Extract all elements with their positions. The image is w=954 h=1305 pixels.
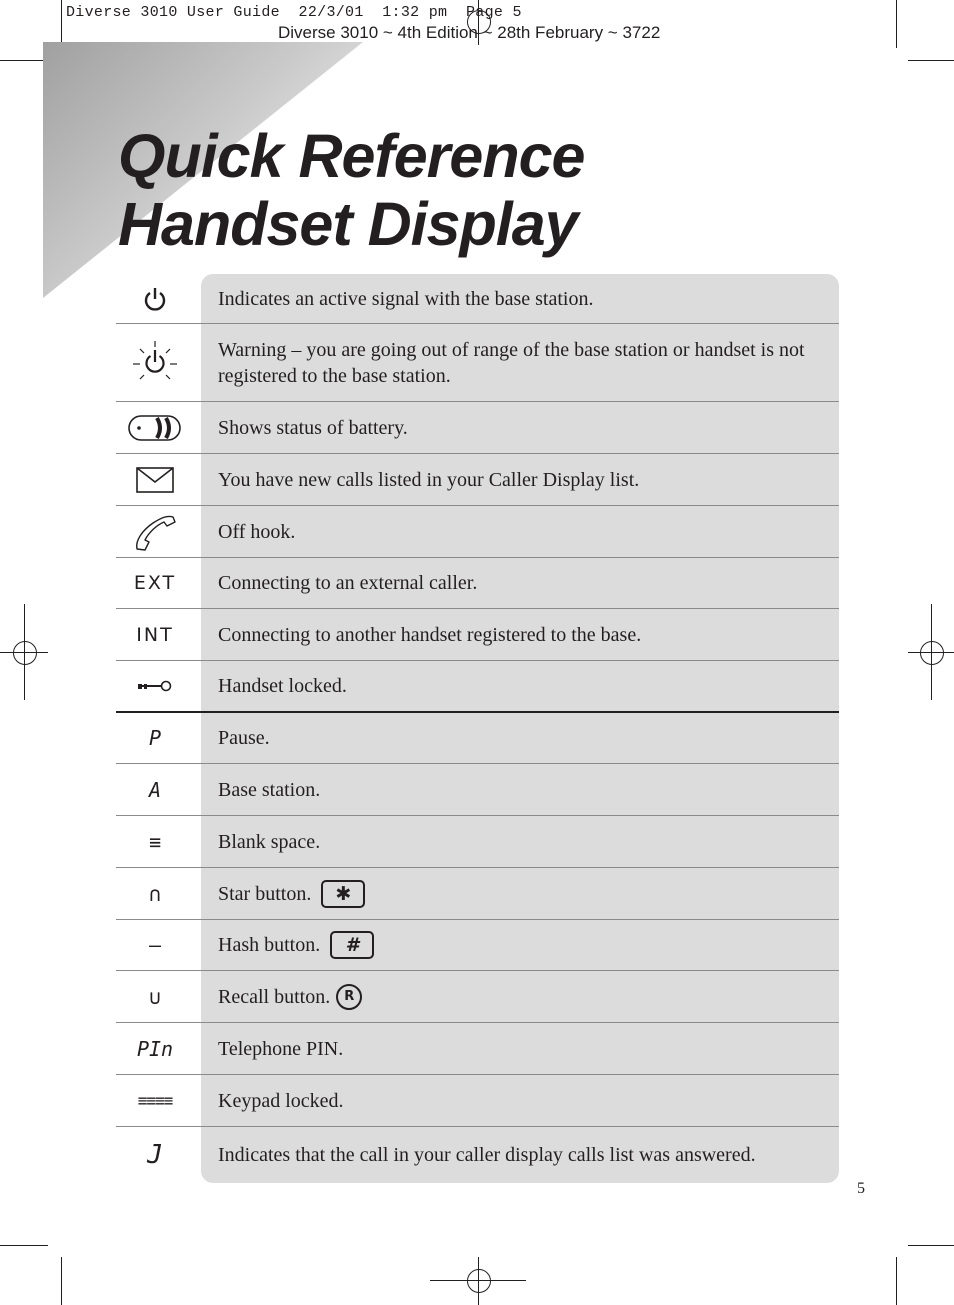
row-description: Base station. — [218, 778, 321, 801]
row-description: Indicates an active signal with the base station. — [218, 287, 594, 310]
row-description-text: Hash button. — [218, 934, 321, 956]
row-description — [218, 971, 809, 1022]
table-row — [116, 1023, 839, 1075]
row-description-text: Star button. — [218, 882, 312, 905]
page-title-line1: Quick Reference — [118, 122, 585, 190]
row-description: Connecting to another handset registered to the base. — [218, 623, 642, 646]
table-row — [116, 402, 839, 454]
table-row — [116, 1075, 839, 1127]
table-row — [116, 1127, 839, 1183]
pin-lcd-icon — [116, 1023, 194, 1074]
table-row — [116, 868, 839, 920]
pause-lcd-glyph: P — [148, 726, 162, 750]
flashing-signal-icon — [116, 324, 194, 401]
table-row — [116, 764, 839, 816]
recall-lcd-icon — [116, 971, 194, 1022]
table-row — [116, 506, 839, 558]
recall-lcd-glyph: ∪ — [148, 984, 162, 1009]
answered-lcd-glyph: J — [147, 1140, 163, 1170]
table-row — [116, 609, 839, 661]
page-title-line2: Handset Display — [118, 190, 578, 258]
table-row — [116, 454, 839, 506]
row-description: Telephone PIN. — [218, 1037, 344, 1060]
pause-lcd-icon — [116, 713, 194, 763]
keypad-locked-lcd-glyph: ≡≡≡≡ — [137, 1091, 173, 1110]
table-row — [116, 713, 839, 764]
table-row — [116, 816, 839, 868]
int-indicator — [116, 609, 194, 660]
hash-button-icon: # — [330, 931, 374, 959]
table-row — [116, 558, 839, 609]
row-description: Warning – you are going out of range of the base station or handset is not registered to the base station. — [218, 338, 805, 387]
star-lcd-icon — [116, 868, 194, 919]
row-description — [218, 920, 809, 970]
envelope-icon — [116, 454, 194, 505]
hash-lcd-icon — [116, 920, 194, 970]
answered-lcd-icon — [116, 1127, 194, 1183]
blank-space-lcd-glyph: ≡ — [148, 829, 162, 854]
table-row — [116, 274, 839, 324]
row-description-text: Recall button. — [218, 985, 331, 1008]
ext-indicator — [116, 558, 194, 608]
table-row — [116, 324, 839, 402]
table-row — [116, 971, 839, 1023]
row-description: Off hook. — [218, 520, 296, 543]
page-title — [118, 122, 584, 258]
ext-label: EXT — [133, 572, 177, 594]
row-description: Shows status of battery. — [218, 416, 408, 439]
hash-lcd-glyph: — — [148, 933, 162, 957]
row-description: Handset locked. — [218, 675, 347, 697]
row-description — [218, 868, 809, 919]
blank-space-lcd-icon — [116, 816, 194, 867]
row-description: Pause. — [218, 727, 270, 749]
int-label: INT — [136, 623, 174, 646]
key-icon — [116, 661, 194, 711]
off-hook-icon — [116, 506, 194, 557]
base-station-lcd-icon — [116, 764, 194, 815]
row-description: Blank space. — [218, 830, 321, 853]
star-button-icon: ✱ — [321, 880, 365, 908]
battery-icon — [116, 402, 194, 453]
row-description: Keypad locked. — [218, 1089, 344, 1112]
row-description: You have new calls listed in your Caller Display list. — [218, 468, 640, 491]
recall-button-icon: R — [336, 984, 362, 1010]
table-row — [116, 661, 839, 713]
star-lcd-glyph: ∩ — [148, 881, 162, 906]
pin-lcd-glyph: PIn — [136, 1036, 174, 1061]
print-slug: Diverse 3010 User Guide 22/3/01 1:32 pm Page 5 — [66, 4, 522, 21]
keypad-locked-lcd-icon — [116, 1075, 194, 1126]
base-station-lcd-glyph: A — [148, 777, 162, 802]
row-description: Connecting to an external caller. — [218, 572, 478, 594]
signal-icon — [116, 274, 194, 323]
page-number: 5 — [857, 1180, 865, 1197]
table-row — [116, 920, 839, 971]
edition-line: Diverse 3010 ~ 4th Edition ~ 28th February ~ 3722 — [278, 23, 661, 42]
row-description: Indicates that the call in your caller display calls list was answered. — [218, 1144, 756, 1166]
